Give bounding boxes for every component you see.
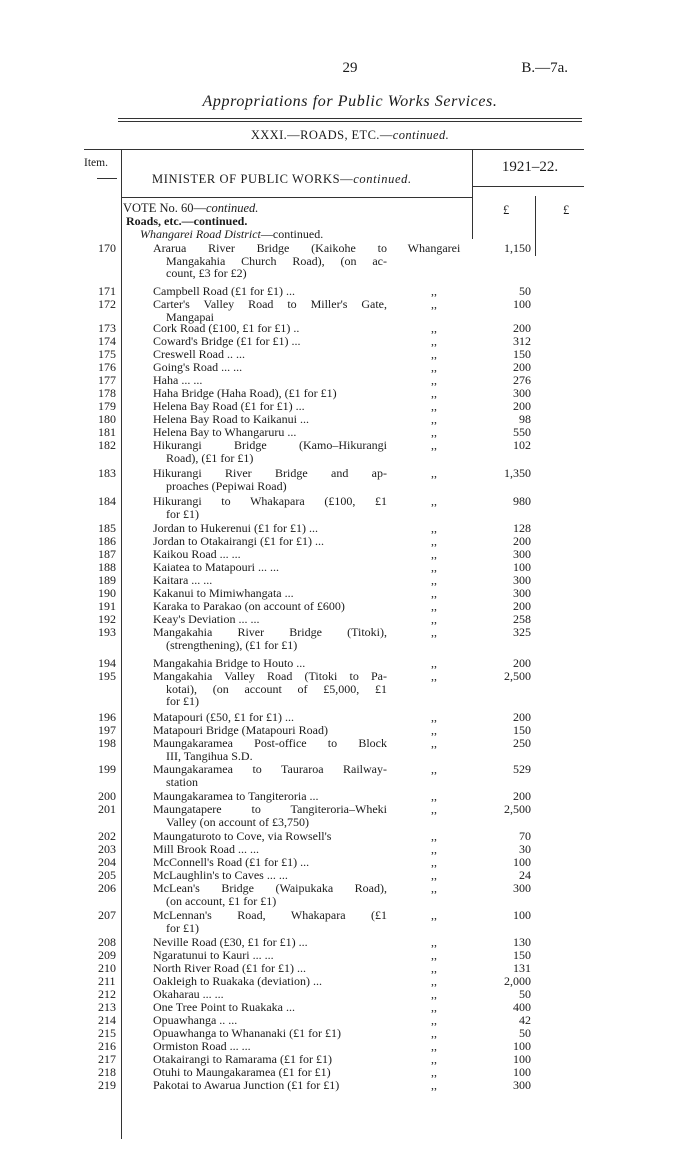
item-description [153, 975, 387, 988]
item-description-line: Maungaturoto to Cove, via Rowsell's [153, 829, 332, 843]
item-location: ,, [431, 974, 437, 988]
item-location: ,, [431, 908, 437, 922]
item-description [153, 1001, 387, 1014]
item-description-line: McLennan's Road, Whakapara (£1 [153, 908, 387, 922]
item-description-line: Kaitara ... ... [153, 573, 213, 587]
item-description [153, 467, 387, 492]
item-location: ,, [431, 935, 437, 949]
item-description-line: Going's Road ... ... [153, 360, 243, 374]
item-description [153, 522, 387, 535]
item-amount: 200 [513, 599, 531, 613]
year-column-header: 1921–22. [501, 159, 559, 175]
item-number: 219 [98, 1078, 116, 1092]
item-description [153, 657, 387, 670]
item-description-line: Okaharau ... ... [153, 987, 224, 1001]
item-description-line: Hikurangi Bridge (Kamo–Hikurangi [153, 438, 387, 452]
item-description-line: (on account, £1 for £1) [166, 893, 277, 908]
item-description [153, 856, 387, 869]
item-column-divider [121, 149, 122, 1139]
item-location: ,, [431, 802, 437, 816]
page-number: 29 [342, 60, 358, 76]
document-reference: B.—7a. [521, 60, 568, 76]
item-description-line: Kaikou Road ... ... [153, 547, 241, 561]
item-location: ,, [431, 284, 437, 298]
item-amount: 300 [513, 586, 531, 600]
item-location: ,, [431, 1026, 437, 1040]
item-location: ,, [431, 829, 437, 843]
item-number: 194 [98, 656, 116, 670]
item-description-line: Mangakahia Valley Road (Titoki to Pa- [153, 669, 387, 683]
table-top-rule [84, 149, 584, 150]
item-description-line: Mangakahia Bridge to Houto ... [153, 656, 306, 670]
item-number: 204 [98, 855, 116, 869]
item-location: ,, [431, 789, 437, 803]
item-location: ,, [431, 710, 437, 724]
item-description-line: Haha ... ... [153, 373, 203, 387]
item-number: 198 [98, 736, 116, 750]
item-location: ,, [431, 466, 437, 480]
item-amount: 300 [513, 547, 531, 561]
item-description [153, 400, 387, 413]
item-description-line: count, £3 for £2) [166, 266, 247, 281]
item-description-line: Opuawhanga .. ... [153, 1013, 238, 1027]
item-description [153, 830, 387, 843]
item-amount: 150 [513, 347, 531, 361]
item-description [153, 909, 387, 934]
item-description [153, 587, 387, 600]
amount-column-divider [535, 196, 536, 256]
item-number: 216 [98, 1039, 116, 1053]
item-amount: 2,500 [504, 669, 531, 683]
item-description-line: Hikurangi River Bridge and ap- [153, 466, 387, 480]
item-description-line: Hikurangi to Whakapara (£100, £1 [153, 494, 387, 508]
item-amount: 130 [513, 935, 531, 949]
item-description-line: Karaka to Parakao (on account of £600) [153, 599, 345, 613]
item-description-line: for £1) [166, 920, 199, 935]
item-number: 193 [98, 625, 116, 639]
item-description-line: Mangakahia River Bridge (Titoki), [153, 625, 387, 639]
minister-heading-continued: continued. [353, 172, 412, 186]
item-amount: 24 [519, 868, 531, 882]
item-location: ,, [431, 656, 437, 670]
item-amount: 200 [513, 534, 531, 548]
item-amount: 300 [513, 386, 531, 400]
item-description [153, 869, 387, 882]
item-description [153, 803, 387, 828]
item-amount: 400 [513, 1000, 531, 1014]
item-amount: 200 [513, 321, 531, 335]
item-number: 199 [98, 762, 116, 776]
item-amount: 200 [513, 360, 531, 374]
item-amount: 100 [513, 1065, 531, 1079]
item-location: Whangarei [407, 241, 461, 255]
vote-heading-continued: continued. [205, 201, 259, 215]
item-description-line: Helena Bay to Whangaruru ... [153, 425, 297, 439]
item-description-line: Kakanui to Mimiwhangata ... [153, 586, 294, 600]
item-amount: 550 [513, 425, 531, 439]
item-number: 176 [98, 360, 116, 374]
item-column-header: Item. [84, 157, 108, 169]
item-number: 177 [98, 373, 116, 387]
section-heading-continued: continued. [392, 128, 450, 142]
item-location: ,, [431, 321, 437, 335]
item-description [153, 1040, 387, 1053]
item-location: ,, [431, 573, 437, 587]
page-title: Appropriations for Public Works Services. [202, 93, 498, 110]
item-description [153, 335, 387, 348]
item-amount: 276 [513, 373, 531, 387]
item-description-line: Pakotai to Awarua Junction (£1 for £1) [153, 1078, 340, 1092]
item-number: 185 [98, 521, 116, 535]
item-amount: 30 [519, 842, 531, 856]
item-amount: 131 [513, 961, 531, 975]
item-location: ,, [431, 625, 437, 639]
item-description [153, 561, 387, 574]
item-amount: 200 [513, 656, 531, 670]
item-description-line: Neville Road (£30, £1 for £1) ... [153, 935, 308, 949]
item-location: ,, [431, 612, 437, 626]
item-amount: 325 [513, 625, 531, 639]
item-amount: 1,150 [504, 241, 531, 255]
item-description [153, 1079, 387, 1092]
item-location: ,, [431, 373, 437, 387]
item-location: ,, [431, 1000, 437, 1014]
item-description [153, 724, 387, 737]
item-number: 192 [98, 612, 116, 626]
item-location: ,, [431, 868, 437, 882]
item-description-line: Jordan to Otakairangi (£1 for £1) ... [153, 534, 324, 548]
item-number: 217 [98, 1052, 116, 1066]
item-number: 203 [98, 842, 116, 856]
item-location: ,, [431, 438, 437, 452]
item-description [153, 387, 387, 400]
item-description-line: McConnell's Road (£1 for £1) ... [153, 855, 310, 869]
item-description-line: Oakleigh to Ruakaka (deviation) ... [153, 974, 322, 988]
item-amount: 200 [513, 710, 531, 724]
item-description-line: Ormiston Road ... ... [153, 1039, 251, 1053]
item-description-line: for £1) [166, 506, 199, 521]
item-location: ,, [431, 1013, 437, 1027]
item-description [153, 613, 387, 626]
item-description-line: III, Tangihua S.D. [166, 748, 253, 763]
item-description-line: Keay's Deviation ... ... [153, 612, 260, 626]
item-amount: 102 [513, 438, 531, 452]
item-number: 213 [98, 1000, 116, 1014]
item-amount: 50 [519, 284, 531, 298]
item-description-line: Carter's Valley Road to Miller's Gate, [153, 297, 387, 311]
item-description [153, 949, 387, 962]
item-description-line: Valley (on account of £3,750) [166, 814, 309, 829]
item-location: ,, [431, 723, 437, 737]
item-number: 215 [98, 1026, 116, 1040]
item-description-line: Helena Bay Road to Kaikanui ... [153, 412, 309, 426]
item-description-line: for £1) [166, 694, 199, 709]
item-number: 179 [98, 399, 116, 413]
item-description-line: McLaughlin's to Caves ... ... [153, 868, 288, 882]
item-amount: 150 [513, 723, 531, 737]
item-description [153, 936, 387, 949]
item-description-line: Maungakaramea to Tauraroa Railway- [153, 762, 387, 776]
item-description-line: Mill Brook Road ... ... [153, 842, 260, 856]
item-description [153, 348, 387, 361]
item-description [153, 737, 387, 762]
item-location: ,, [431, 1052, 437, 1066]
item-location: ,, [431, 560, 437, 574]
item-number: 214 [98, 1013, 116, 1027]
item-description-line: Coward's Bridge (£1 for £1) ... [153, 334, 301, 348]
item-description [153, 843, 387, 856]
item-description [153, 242, 387, 280]
item-description [153, 1053, 387, 1066]
item-description-line: Ngaratunui to Kauri ... ... [153, 948, 274, 962]
vote-heading-main: VOTE No. 60— [123, 201, 206, 215]
item-location: ,, [431, 599, 437, 613]
item-number: 183 [98, 466, 116, 480]
item-description-line: Jordan to Hukerenui (£1 for £1) ... [153, 521, 318, 535]
item-description-line: Otuhi to Maungakaramea (£1 for £1) [153, 1065, 331, 1079]
item-description-line: McLean's Bridge (Waipukaka Road), [153, 881, 387, 895]
item-number: 195 [98, 669, 116, 683]
item-amount: 100 [513, 297, 531, 311]
item-description-line: Matapouri Bridge (Matapouri Road) [153, 723, 328, 737]
item-amount: 98 [519, 412, 531, 426]
item-description-line: proaches (Pepiwai Road) [166, 478, 287, 493]
top-rule-double [118, 121, 582, 122]
item-location: ,, [431, 1039, 437, 1053]
item-amount: 42 [519, 1013, 531, 1027]
item-amount: 980 [513, 494, 531, 508]
year-header-rule [472, 186, 584, 187]
item-location: ,, [431, 881, 437, 895]
item-description-line: kotai), (on account of £5,000, £1 [166, 681, 387, 696]
item-number: 186 [98, 534, 116, 548]
item-location: ,, [431, 399, 437, 413]
item-location: ,, [431, 547, 437, 561]
item-amount: 150 [513, 948, 531, 962]
item-amount: 100 [513, 908, 531, 922]
item-amount: 529 [513, 762, 531, 776]
item-description [153, 626, 387, 651]
item-location: ,, [431, 736, 437, 750]
item-location: ,, [431, 855, 437, 869]
item-location: ,, [431, 297, 437, 311]
item-description-line: Kaiatea to Matapouri ... ... [153, 560, 279, 574]
section-heading [0, 128, 700, 143]
item-number: 178 [98, 386, 116, 400]
item-description [153, 361, 387, 374]
item-number: 187 [98, 547, 116, 561]
item-description-line: North River Road (£1 for £1) ... [153, 961, 306, 975]
item-number: 201 [98, 802, 116, 816]
item-number: 189 [98, 573, 116, 587]
item-amount: 258 [513, 612, 531, 626]
item-number: 182 [98, 438, 116, 452]
item-description [153, 1014, 387, 1027]
item-amount: 300 [513, 1078, 531, 1092]
item-amount: 300 [513, 881, 531, 895]
item-amount: 100 [513, 1052, 531, 1066]
item-number: 206 [98, 881, 116, 895]
item-amount: 300 [513, 573, 531, 587]
item-location: ,, [431, 412, 437, 426]
item-number: 181 [98, 425, 116, 439]
location-column-divider-upper [472, 149, 473, 239]
item-description-line: Maungatapere to Tangiteroria–Wheki [153, 802, 387, 816]
item-description-line: Maungakaramea to Tangiteroria ... [153, 789, 319, 803]
item-description [153, 495, 387, 520]
item-location: ,, [431, 360, 437, 374]
currency-symbol-col1: £ [503, 203, 510, 217]
item-description-line: Ararua River Bridge (Kaikohe to [153, 241, 387, 255]
section-heading-main: XXXI.—ROADS, ETC.— [250, 128, 393, 142]
item-description [153, 374, 387, 387]
item-description-line: Otakairangi to Ramarama (£1 for £1) [153, 1052, 332, 1066]
item-number: 171 [98, 284, 116, 298]
item-location: ,, [431, 1078, 437, 1092]
item-amount: 250 [513, 736, 531, 750]
item-number: 200 [98, 789, 116, 803]
item-description [153, 1027, 387, 1040]
item-number: 190 [98, 586, 116, 600]
item-description [153, 426, 387, 439]
item-description-line: Mangapai [166, 309, 214, 324]
item-description-line: Campbell Road (£1 for £1) ... [153, 284, 295, 298]
item-number: 196 [98, 710, 116, 724]
item-location: ,, [431, 334, 437, 348]
item-description [153, 882, 387, 907]
item-number: 212 [98, 987, 116, 1001]
item-location: ,, [431, 987, 437, 1001]
item-description-line: Maungakaramea Post-office to Block [153, 736, 387, 750]
item-number: 211 [98, 974, 116, 988]
item-description-line: One Tree Point to Ruakaka ... [153, 1000, 295, 1014]
item-description [153, 535, 387, 548]
item-description [153, 600, 387, 613]
roads-subheading: Roads, etc.—continued. [126, 214, 248, 228]
item-amount: 312 [513, 334, 531, 348]
item-amount: 50 [519, 987, 531, 1001]
item-description [153, 1066, 387, 1079]
item-description-line: (strengthening), (£1 for £1) [166, 637, 298, 652]
item-number: 205 [98, 868, 116, 882]
item-number: 197 [98, 723, 116, 737]
item-description [153, 439, 387, 464]
item-description [153, 988, 387, 1001]
item-number: 184 [98, 494, 116, 508]
item-number: 175 [98, 347, 116, 361]
item-description-line: station [166, 774, 198, 789]
item-number: 170 [98, 241, 116, 255]
item-amount: 50 [519, 1026, 531, 1040]
item-amount: 1,350 [504, 466, 531, 480]
minister-rule [121, 197, 472, 198]
item-amount: 128 [513, 521, 531, 535]
item-description [153, 285, 387, 298]
item-location: ,, [431, 386, 437, 400]
item-description [153, 322, 387, 335]
item-location: ,, [431, 521, 437, 535]
item-location: ,, [431, 842, 437, 856]
item-amount: 70 [519, 829, 531, 843]
item-description [153, 413, 387, 426]
item-description [153, 763, 387, 788]
minister-heading [152, 172, 412, 187]
item-description [153, 574, 387, 587]
item-description [153, 298, 387, 323]
item-location: ,, [431, 762, 437, 776]
district-suffix: —continued. [260, 227, 324, 241]
item-location: ,, [431, 494, 437, 508]
district-heading [140, 227, 323, 242]
item-amount: 100 [513, 560, 531, 574]
item-description-line: Helena Bay Road (£1 for £1) ... [153, 399, 305, 413]
item-number: 210 [98, 961, 116, 975]
currency-symbol-col2: £ [563, 203, 570, 217]
item-description [153, 962, 387, 975]
item-number: 180 [98, 412, 116, 426]
minister-heading-main: MINISTER OF PUBLIC WORKS— [152, 172, 354, 186]
item-description [153, 548, 387, 561]
item-number: 173 [98, 321, 116, 335]
item-description [153, 711, 387, 724]
item-number: 174 [98, 334, 116, 348]
item-number: 202 [98, 829, 116, 843]
item-description-line: Matapouri (£50, £1 for £1) ... [153, 710, 294, 724]
item-number: 188 [98, 560, 116, 574]
item-amount: 200 [513, 399, 531, 413]
item-location: ,, [431, 347, 437, 361]
item-description-line: Cork Road (£100, £1 for £1) .. [153, 321, 300, 335]
item-number: 191 [98, 599, 116, 613]
item-location: ,, [431, 1065, 437, 1079]
item-column-dash [97, 178, 117, 179]
item-amount: 100 [513, 855, 531, 869]
item-number: 218 [98, 1065, 116, 1079]
item-location: ,, [431, 669, 437, 683]
item-amount: 100 [513, 1039, 531, 1053]
item-number: 208 [98, 935, 116, 949]
top-rule [118, 118, 582, 119]
item-location: ,, [431, 961, 437, 975]
item-location: ,, [431, 534, 437, 548]
item-amount: 2,500 [504, 802, 531, 816]
item-description-line: Opuawhanga to Whananaki (£1 for £1) [153, 1026, 342, 1040]
item-number: 172 [98, 297, 116, 311]
item-number: 209 [98, 948, 116, 962]
item-number: 207 [98, 908, 116, 922]
item-location: ,, [431, 948, 437, 962]
item-amount: 2,000 [504, 974, 531, 988]
item-description [153, 670, 387, 708]
item-amount: 200 [513, 789, 531, 803]
item-description-line: Road), (£1 for £1) [166, 450, 254, 465]
item-description [153, 790, 387, 803]
district-name: Whangarei Road District [140, 227, 261, 241]
item-description-line: Haha Bridge (Haha Road), (£1 for £1) [153, 386, 337, 400]
item-description-line: Mangakahia Church Road), (on ac- [166, 253, 387, 268]
item-location: ,, [431, 425, 437, 439]
item-description-line: Creswell Road .. ... [153, 347, 245, 361]
item-location: ,, [431, 586, 437, 600]
